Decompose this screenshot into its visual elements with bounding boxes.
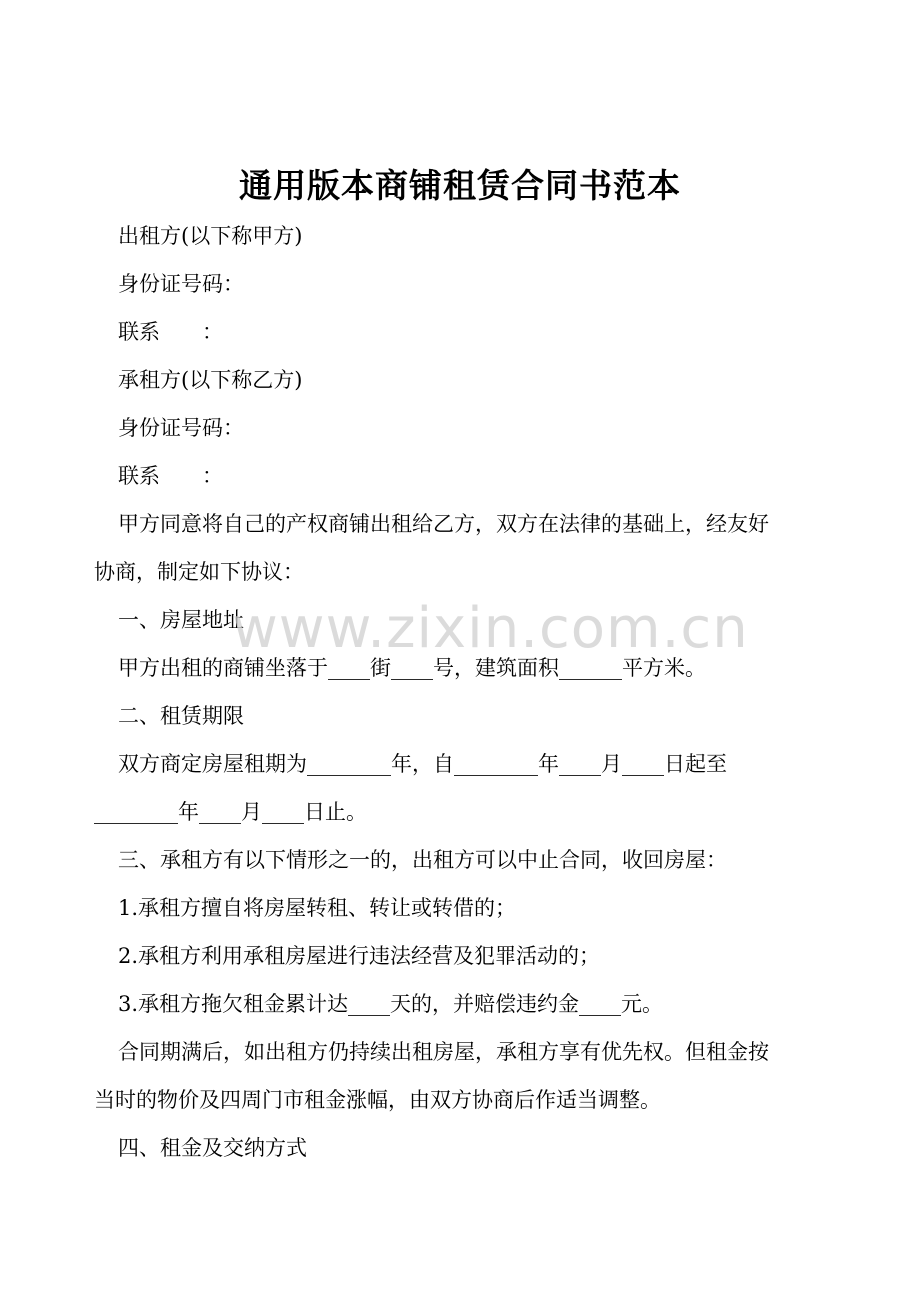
termination-item-3: 3.承租方拖欠租金累计达____天的，并赔偿违约金____元。 [118,992,664,1016]
lessor-label: 出租方(以下称甲方) [118,224,303,248]
section-heading-termination: 三、承租方有以下情形之一的，出租方可以中止合同，收回房屋： [118,848,727,872]
termination-item-2: 2.承租方利用承租房屋进行违法经营及犯罪活动的； [118,944,601,968]
term-line-1: 双方商定房屋租期为________年，自________年____月____日起至 [118,752,727,776]
address-clause: 甲方出租的商铺坐落于____街____号，建筑面积______平方米。 [118,656,706,680]
renewal-line-2: 当时的物价及四周门市租金涨幅，由双方协商后作适当调整。 [94,1088,661,1112]
lessor-contact: 联系 ： [118,320,223,344]
lessee-label: 承租方(以下称乙方) [118,368,303,392]
termination-item-1: 1.承租方擅自将房屋转租、转让或转借的； [118,896,517,920]
renewal-paragraph [94,1028,839,1124]
renewal-line-1: 合同期满后，如出租方仍持续出租房屋，承租方享有优先权。但租金按 [118,1040,769,1064]
document-title: 通用版本商铺租赁合同书范本 [239,166,681,205]
agreement-line-2: 协商，制定如下协议： [94,560,304,584]
section-heading-term: 二、租赁期限 [118,704,244,728]
lessee-contact: 联系 ： [118,464,223,488]
section-heading-rent: 四、租金及交纳方式 [118,1136,307,1160]
watermark: www.zixin.com.cn [232,596,749,661]
term-paragraph [94,740,839,836]
agreement-line-1: 甲方同意将自己的产权商铺出租给乙方，双方在法律的基础上，经友好 [118,512,769,536]
term-line-2: ________年____月____日止。 [94,800,367,824]
lessee-id-number: 身份证号码： [118,416,244,440]
lessor-id-number: 身份证号码： [118,272,244,296]
section-heading-address: 一、房屋地址 [118,608,244,632]
agreement-paragraph [94,500,839,596]
